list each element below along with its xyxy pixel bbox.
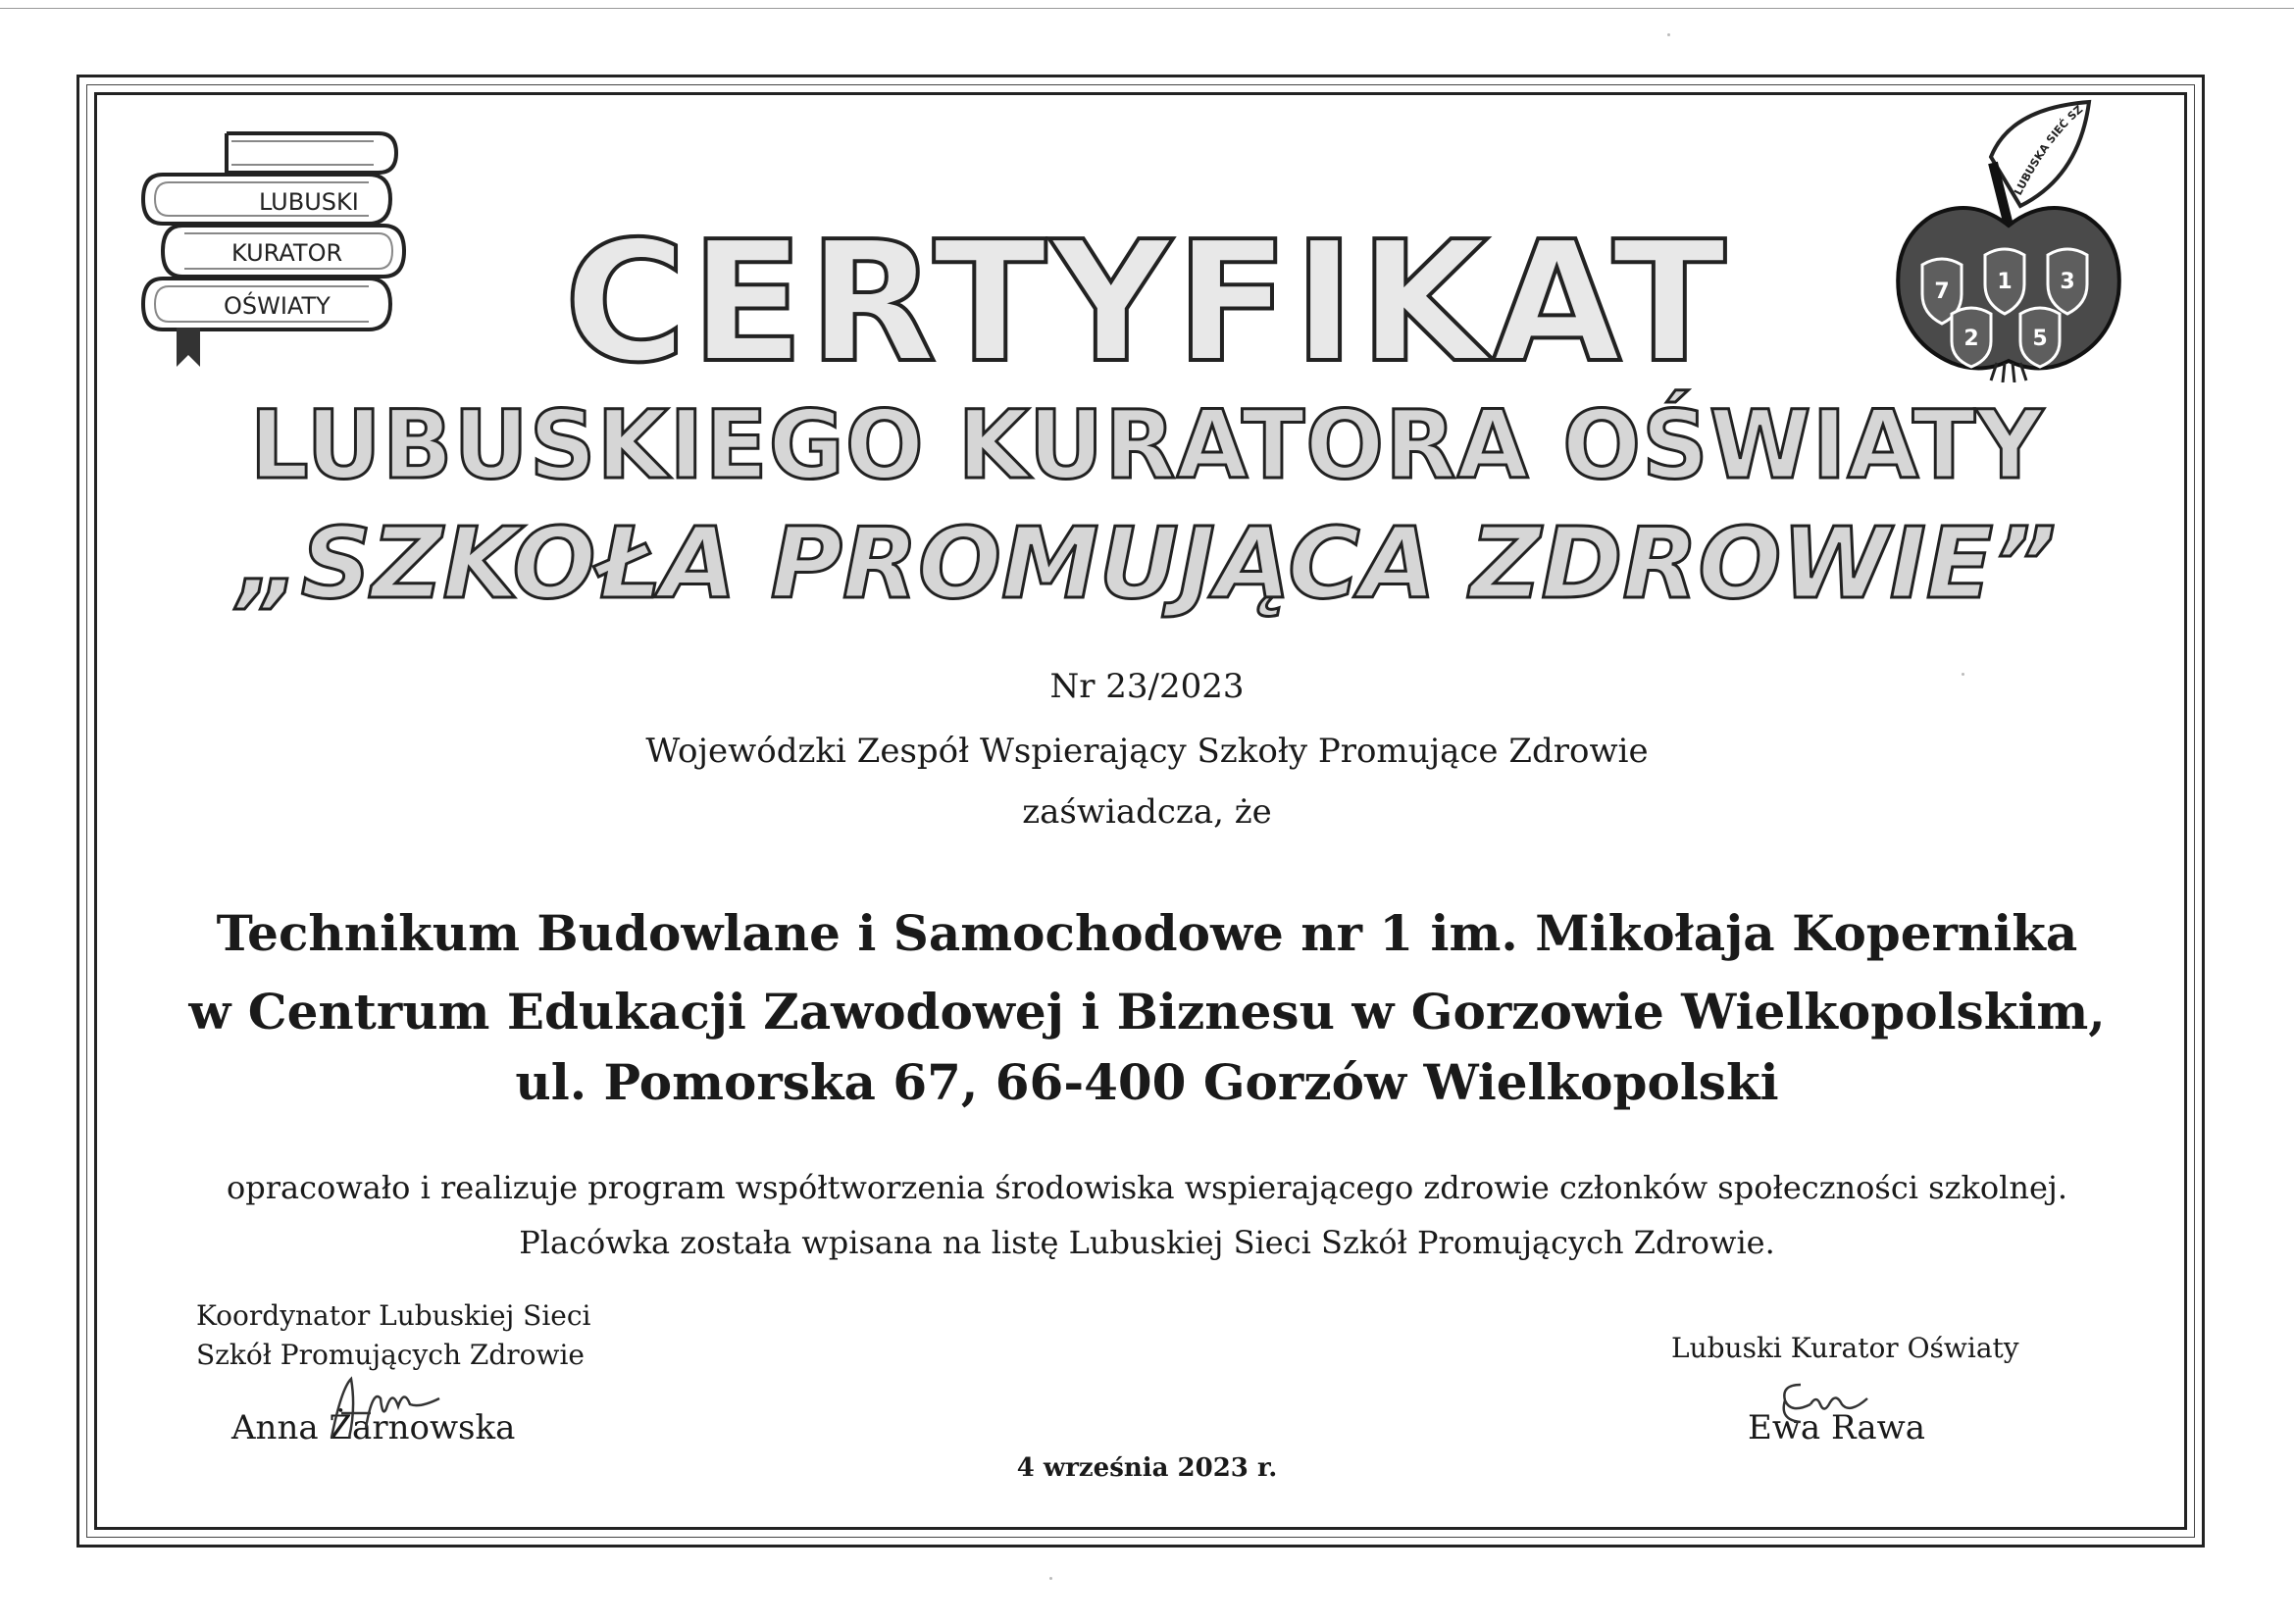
shield-number-2: 1 xyxy=(1997,270,2013,294)
school-address: ul. Pomorska 67, 66-400 Gorzów Wielkopolski xyxy=(515,1053,1779,1111)
scan-speck xyxy=(1962,673,1964,676)
certificate-subtitle: LUBUSKIEGO KURATORA OŚWIATY xyxy=(249,390,2045,500)
program-name: „SZKOŁA PROMUJĄCA ZDROWIE” xyxy=(237,506,2057,621)
shield-number-5: 5 xyxy=(2032,327,2048,351)
curator-signature xyxy=(1771,1365,1889,1434)
school-name-line-2: w Centrum Edukacji Zawodowej i Biznesu w Gorzowie Wielkopolskim, xyxy=(188,983,2106,1040)
curator-title: Lubuski Kurator Oświaty xyxy=(1671,1332,2019,1364)
certifies-text: zaświadcza, że xyxy=(1022,792,1272,832)
issue-date: 4 września 2023 r. xyxy=(1016,1453,1278,1483)
coordinator-signature xyxy=(312,1369,459,1447)
description-line-1: opracowało i realizuje program współtworzenia środowiska wspierającego zdrowie członków społeczności szkolnej. xyxy=(227,1169,2067,1206)
description-line-2: Placówka została wpisana na listę Lubuskiej Sieci Szkół Promujących Zdrowie. xyxy=(519,1224,1775,1261)
coordinator-name: Anna Żarnowska xyxy=(231,1408,516,1447)
curator-name: Ewa Rawa xyxy=(1748,1408,1926,1447)
coordinator-title-line-1: Koordynator Lubuskiej Sieci xyxy=(196,1299,591,1332)
shield-number-3: 3 xyxy=(2060,270,2075,294)
school-name-line-1: Technikum Budowlane i Samochodowe nr 1 im. Mikołaja Kopernika xyxy=(216,904,2078,962)
certificate-number: Nr 23/2023 xyxy=(1049,667,1245,706)
scan-edge-line xyxy=(0,8,2294,9)
shield-number-1: 7 xyxy=(1934,279,1950,304)
logo-arc-text: LUBUSKA SIEĆ SZ xyxy=(2012,102,2086,198)
issuer-name: Wojewódzki Zespół Wspierający Szkoły Promujące Zdrowie xyxy=(645,732,1649,771)
coordinator-title-line-2: Szkół Promujących Zdrowie xyxy=(196,1339,586,1371)
logo-line-1: LUBUSKI xyxy=(259,188,359,216)
scan-speck xyxy=(1667,33,1670,36)
certificate-title: CERTYFIKAT xyxy=(564,206,1730,400)
scan-speck xyxy=(1049,1577,1052,1580)
logo-line-3: OŚWIATY xyxy=(224,292,331,320)
coordinator-title xyxy=(196,1296,591,1375)
shield-number-4: 2 xyxy=(1963,327,1979,351)
logo-line-2: KURATOR xyxy=(231,239,343,267)
